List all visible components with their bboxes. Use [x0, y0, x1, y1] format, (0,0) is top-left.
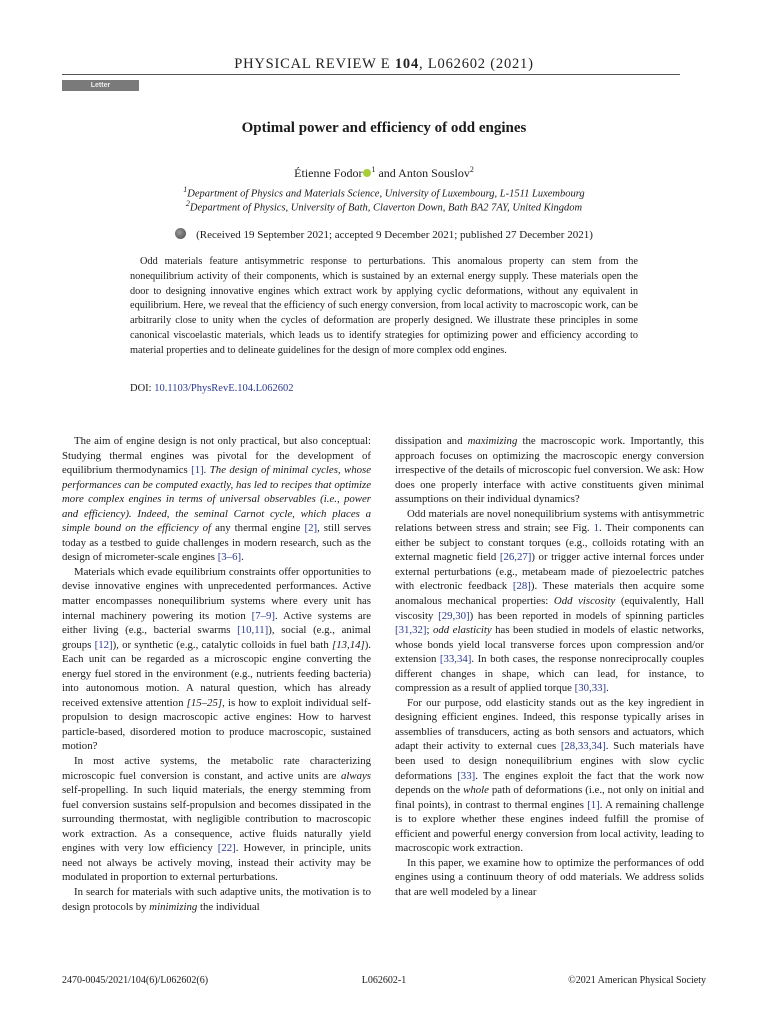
text-run: In most active systems, the metabolic rate characterizing microscopic fuel conversion is constant, and active units are	[62, 755, 371, 782]
text-run: . Such materials have been used to design nonequilibrium engines with slow cyclic deformations	[395, 740, 704, 782]
citation-link[interactable]: 1	[593, 522, 599, 535]
text-run: . In both cases, the response nonreciprocally couples different changes in shape, which can lead, for instance, to compression as a result of applied torque	[395, 653, 704, 695]
emphasis: Odd viscosity	[553, 595, 616, 608]
journal-volume: 104	[394, 56, 420, 72]
text-run: In search for materials with such adaptive units, the motivation is to design protocols by	[62, 885, 371, 913]
emphasis: [13,14]	[332, 638, 365, 651]
emphasis: maximizing	[467, 435, 518, 447]
text-run: has been studied in models of elastic networks, whose bonds yield local transverse forces upon compression and/or extension	[395, 624, 705, 666]
text-run: . Active systems are either living (e.g., bacterial swarms	[62, 609, 371, 637]
paragraph-3	[62, 754, 371, 885]
text-run: The aim of engine design is not only practical, but also conceptual: Studying thermal engines was pivotal for the development of equilibrium thermodynamics	[62, 435, 371, 477]
paragraph-4-continued	[395, 434, 704, 507]
article-id: , L062602 (2021)	[419, 56, 534, 72]
footer-issn: 2470-0045/2021/104(6)/L062602(6)	[62, 975, 209, 986]
citation-link[interactable]: [22]	[217, 842, 236, 855]
emphasis: always	[341, 769, 371, 782]
text-run: ;	[426, 624, 433, 637]
text-run: Odd materials are novel nonequilibrium systems with antisymmetric relations between stress and strain; see Fig.	[395, 507, 704, 535]
text-run: ) has been reported in models of spinning particles	[469, 609, 704, 622]
author-1: Étienne Fodor	[294, 166, 363, 180]
text-run: . A remaining challenge is to explore whether these engines indeed fulfill the promise of efficient and powerful energy conversion from local activity, leading to macroscopic work extraction.	[395, 798, 704, 855]
abstract: Odd materials feature antisymmetric response to perturbations. This anomalous property can stem from the nonequilibrium activity of their components, which is sustained by an external energy supply. These materials open the door to designing innovative engines which extract work by applying cyclic deformations, without any equivalent in equilibrium. Here, we reveal that the efficiency of such energy conversion, from local activity to macroscopic work, can be arbitrarily close to unity when the cycles of deformation are properly designed. We illustrate these principles in some canonical viscoelastic materials, which leads us to identify strategies for optimizing power and efficiency according to material properties and to delineate guidelines for the design of more complex odd engines.	[130, 256, 638, 356]
citation-link[interactable]: [1]	[191, 464, 204, 477]
text-run: the macroscopic work. Importantly, this approach focuses on optimizing the macroscopic energy conversion irrespective of the details of microscopic fuel conversion. We ask: How does one properly interface with active constituents given minimal assumptions on their individual dynamics?	[395, 435, 704, 506]
citation-link[interactable]: [33,34]	[439, 653, 472, 666]
doi-line	[130, 383, 294, 394]
crossmark-icon[interactable]	[175, 228, 186, 239]
text-run: any	[215, 522, 231, 535]
citation-link[interactable]: [1]	[587, 798, 600, 811]
text-run: , is how to exploit individual self-propulsion to design	[62, 696, 371, 724]
text-run: thermal engine	[230, 522, 305, 535]
text-run: path of deformations (i.e., not only on initial and final points), in contrast to thermal engines	[395, 784, 704, 811]
emphasis: odd elasticity	[432, 624, 492, 637]
footer-page: L062602-1	[361, 975, 407, 986]
citation-link[interactable]: [30,33]	[574, 682, 607, 695]
text-run: ), or synthetic (e.g., catalytic colloids in fuel bath	[112, 638, 332, 651]
text-run: self-propelling. In such liquid materials, the energy stemming from fuel conversion sustains self-propulsion and becomes dissipated in the surrounding thermostat, with negligible contribution to macroscopic work extraction. As a consequence, active fluids naturally yield engines with very low efficiency	[62, 784, 371, 855]
paragraph-6	[395, 696, 704, 856]
body-column-right	[395, 434, 704, 900]
author-join: and	[375, 166, 399, 180]
emphasis: [15–25]	[186, 696, 223, 709]
citation-link[interactable]: [3–6]	[217, 551, 242, 564]
journal-header	[0, 56, 768, 73]
paragraph-5	[395, 507, 704, 696]
paragraph-2	[62, 565, 371, 754]
letter-badge: Letter	[62, 80, 139, 91]
affil-1-text: Department of Physics and Materials Science, University of Luxembourg, L-1511 Luxembourg	[187, 188, 585, 200]
citation-link[interactable]: [33]	[457, 769, 476, 782]
text-run: ), social (e.g., animal groups	[62, 624, 371, 651]
paper-title: Optimal power and efficiency of odd engines	[241, 120, 527, 136]
affiliation-1	[0, 185, 768, 200]
text-run: converting the energy fuel stored in the environment (e.g., nutrients feeding bacteria) into autonomous motion. A natural question, which has already received extensive attention	[62, 653, 371, 709]
doi-link[interactable]: 10.1103/PhysRevE.104.L062602	[154, 383, 294, 394]
text-run: microscopic engine	[214, 653, 302, 666]
doi-label: DOI:	[130, 383, 155, 394]
text-run: In this paper, we examine how to optimize the performances of odd engines using a continuum theory of odd materials. We address solids that are well modeled by a linear	[395, 856, 704, 898]
text-run: Materials which evade equilibrium constraints offer opportunities to devise innovative engines with unprecedented performances. Active matter encompasses nonequilibrium systems where every unit has internal machinery powering its motion	[62, 565, 371, 622]
citation-link[interactable]: [29,30]	[438, 609, 470, 622]
paragraph-1	[62, 434, 371, 565]
citation-link[interactable]: [28,33,34]	[560, 740, 606, 753]
text-run: .	[241, 551, 244, 564]
citation-link[interactable]: [7–9]	[251, 609, 276, 622]
citation-link[interactable]: [2]	[304, 522, 318, 535]
received-dates	[0, 228, 768, 241]
emphasis: . The design of minimal cycles, whose performances can be computed exactly, has led to recipes that optimize more complex engines in terms of universal observables (i.e., power and efficiency). Indeed, the seminal Carnot cycle, which places a simple bound on the efficiency of	[62, 464, 371, 535]
header-rule	[62, 74, 680, 75]
citation-link[interactable]: [31,32]	[395, 624, 427, 637]
journal-name: PHYSICAL REVIEW E	[234, 56, 391, 72]
text-run: the individual	[197, 900, 260, 913]
text-run: . The engines exploit the fact that the work now depends on the	[395, 769, 704, 797]
text-run: . Their components can either be subject to constant torques (e.g., colloids rotating with an external magnetic field	[395, 522, 704, 564]
text-run: . However, in principle, units need not always be actively moving, instead their activity may be modulated in proportion to external perturbations.	[62, 842, 371, 884]
body-column-left	[62, 434, 371, 914]
citation-link[interactable]: [12]	[94, 638, 113, 651]
citation-link[interactable]: [10,11]	[237, 624, 269, 637]
text-run: : How to harvest particle-based, disordered motion to produce macroscopic, sustained motion?	[62, 711, 372, 753]
paragraph-4	[62, 885, 371, 914]
text-run: dissipation and	[395, 435, 468, 447]
text-run: macroscopic active engines	[163, 711, 289, 724]
received-text: (Received 19 September 2021; accepted 9 December 2021; published 27 December 2021)	[196, 229, 593, 241]
author-1-affil-marker: 1	[371, 165, 376, 174]
footer-copyright: ©2021 American Physical Society	[568, 975, 706, 986]
affil-2-text: Department of Physics, University of Bath, Claverton Down, Bath BA2 7AY, United Kingdom	[189, 202, 583, 214]
affil-1-marker: 1	[183, 185, 188, 194]
authors	[0, 165, 768, 181]
author-2-affil-marker: 2	[469, 165, 474, 174]
citation-link[interactable]: [26,27]	[499, 551, 532, 564]
affiliation-2	[0, 199, 768, 214]
text-run: ). These materials then acquire some anomalous mechanical properties:	[395, 580, 704, 608]
text-run: ). Each unit can be regarded as a	[62, 638, 371, 666]
text-run: ) or trigger active internal forces under external perturbations (e.g., metabeam made of piezoelectric patches with electronic feedback	[395, 551, 704, 593]
emphasis: whole	[463, 784, 489, 797]
text-run: .	[606, 682, 609, 695]
text-run: For our purpose, odd elasticity stands out as the key ingredient in designing efficient engines. Indeed, this response typically arises in assemblies of transducers, acting as both sensors and actuators, which adapt their activity to external cues	[395, 696, 704, 753]
text-run: , still serves today as a testbed to guide challenges in modern research, such as the design of micrometer-scale engines	[62, 522, 372, 564]
paragraph-7	[395, 856, 704, 900]
affil-2-marker: 2	[185, 199, 190, 208]
text-run: (equivalently, Hall viscosity	[395, 595, 705, 622]
author-2: Anton Souslov	[398, 166, 470, 180]
emphasis: minimizing	[149, 900, 198, 913]
citation-link[interactable]: [28]	[512, 580, 531, 593]
